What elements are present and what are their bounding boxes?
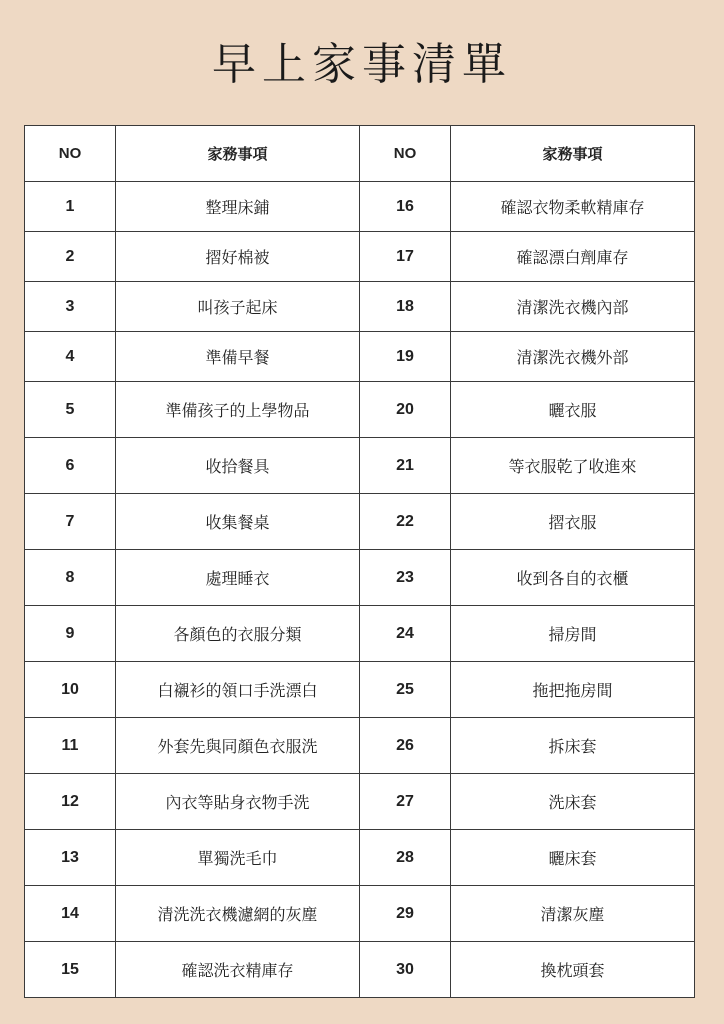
row-no-left: 9 — [25, 606, 116, 662]
table-row — [25, 382, 695, 438]
row-no-left: 11 — [25, 718, 116, 774]
page-title: 早上家事清單 — [212, 39, 512, 90]
row-task-right: 掃房間 — [451, 606, 695, 662]
row-task-left: 清洗洗衣機濾網的灰塵 — [116, 886, 360, 942]
row-no-left: 3 — [25, 282, 116, 332]
row-no-left: 14 — [25, 886, 116, 942]
row-no-left: 6 — [25, 438, 116, 494]
row-task-left: 處理睡衣 — [116, 550, 360, 606]
table-row — [25, 332, 695, 382]
row-task-right: 清潔灰塵 — [451, 886, 695, 942]
row-task-left: 確認洗衣精庫存 — [116, 942, 360, 998]
row-no-right: 25 — [360, 662, 451, 718]
row-no-left: 15 — [25, 942, 116, 998]
row-no-right: 20 — [360, 382, 451, 438]
header-task-left: 家務事項 — [116, 126, 360, 182]
row-no-right: 21 — [360, 438, 451, 494]
row-task-right: 清潔洗衣機外部 — [451, 332, 695, 382]
row-no-right: 17 — [360, 232, 451, 282]
table-row — [25, 774, 695, 830]
row-no-right: 24 — [360, 606, 451, 662]
row-no-left: 1 — [25, 182, 116, 232]
row-no-right: 16 — [360, 182, 451, 232]
row-no-right: 19 — [360, 332, 451, 382]
row-no-left: 2 — [25, 232, 116, 282]
table-row — [25, 718, 695, 774]
row-no-right: 29 — [360, 886, 451, 942]
row-task-right: 拖把拖房間 — [451, 662, 695, 718]
chore-table — [24, 125, 695, 998]
table-header-row — [25, 126, 695, 182]
row-task-left: 收拾餐具 — [116, 438, 360, 494]
row-no-left: 10 — [25, 662, 116, 718]
row-task-right: 洗床套 — [451, 774, 695, 830]
row-task-left: 外套先與同顏色衣服洗 — [116, 718, 360, 774]
row-task-right: 確認漂白劑庫存 — [451, 232, 695, 282]
row-no-right: 23 — [360, 550, 451, 606]
row-no-right: 30 — [360, 942, 451, 998]
row-task-right: 曬衣服 — [451, 382, 695, 438]
row-task-left: 準備孩子的上學物品 — [116, 382, 360, 438]
row-task-right: 收到各自的衣櫃 — [451, 550, 695, 606]
row-task-left: 叫孩子起床 — [116, 282, 360, 332]
row-task-left: 整理床鋪 — [116, 182, 360, 232]
row-task-right: 確認衣物柔軟精庫存 — [451, 182, 695, 232]
row-task-left: 摺好棉被 — [116, 232, 360, 282]
table-row — [25, 830, 695, 886]
row-task-right: 換枕頭套 — [451, 942, 695, 998]
row-task-left: 各顏色的衣服分類 — [116, 606, 360, 662]
row-no-right: 27 — [360, 774, 451, 830]
header-no-right: NO — [360, 126, 451, 182]
table-row — [25, 550, 695, 606]
row-no-left: 12 — [25, 774, 116, 830]
table-row — [25, 886, 695, 942]
row-task-right: 拆床套 — [451, 718, 695, 774]
row-task-right: 等衣服乾了收進來 — [451, 438, 695, 494]
row-no-right: 28 — [360, 830, 451, 886]
table-row — [25, 662, 695, 718]
row-task-right: 摺衣服 — [451, 494, 695, 550]
table-row — [25, 606, 695, 662]
row-task-left: 收集餐桌 — [116, 494, 360, 550]
row-task-right: 曬床套 — [451, 830, 695, 886]
row-no-right: 26 — [360, 718, 451, 774]
table-row — [25, 494, 695, 550]
table-row — [25, 282, 695, 332]
row-no-left: 5 — [25, 382, 116, 438]
table-row — [25, 438, 695, 494]
table-row — [25, 182, 695, 232]
row-task-left: 單獨洗毛巾 — [116, 830, 360, 886]
row-no-left: 4 — [25, 332, 116, 382]
row-no-right: 22 — [360, 494, 451, 550]
table-row — [25, 942, 695, 998]
row-task-right: 清潔洗衣機內部 — [451, 282, 695, 332]
header-task-right: 家務事項 — [451, 126, 695, 182]
row-task-left: 準備早餐 — [116, 332, 360, 382]
row-no-left: 8 — [25, 550, 116, 606]
row-task-left: 內衣等貼身衣物手洗 — [116, 774, 360, 830]
row-task-left: 白襯衫的領口手洗漂白 — [116, 662, 360, 718]
chore-table-body — [25, 182, 695, 998]
row-no-left: 7 — [25, 494, 116, 550]
table-row — [25, 232, 695, 282]
row-no-left: 13 — [25, 830, 116, 886]
header-no-left: NO — [25, 126, 116, 182]
row-no-right: 18 — [360, 282, 451, 332]
